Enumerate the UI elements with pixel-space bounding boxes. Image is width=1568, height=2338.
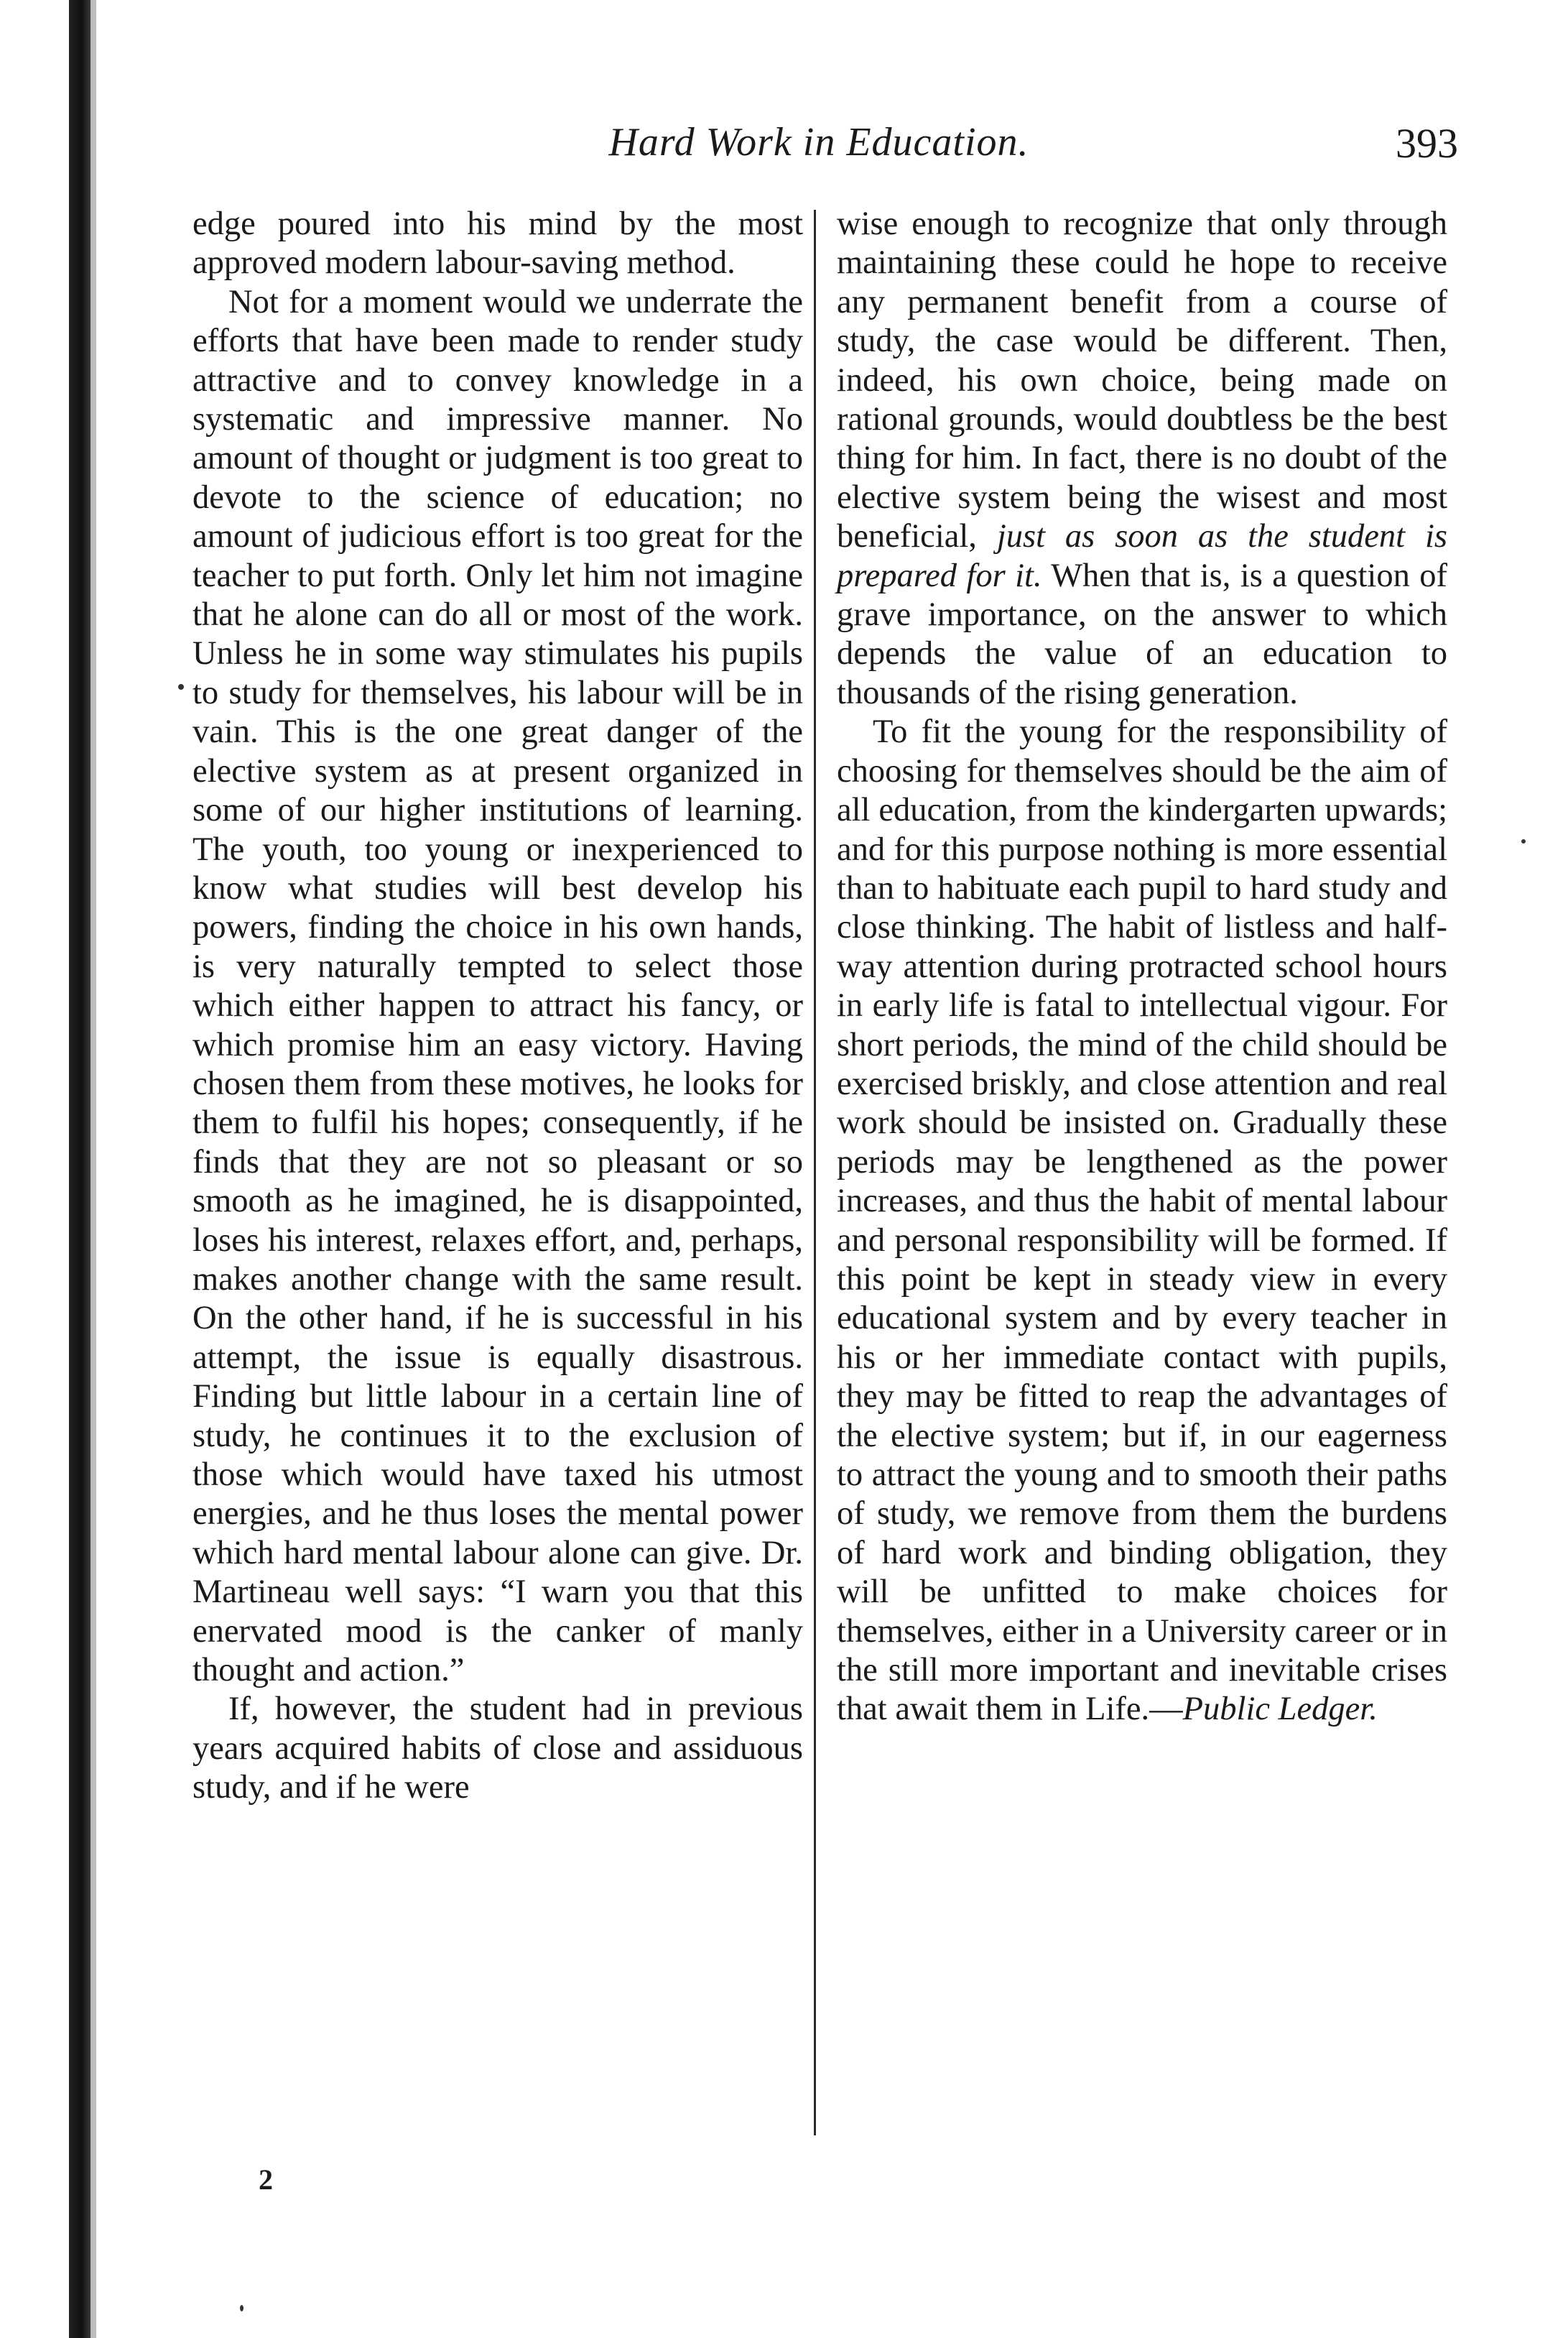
right-paragraph-2-text: To fit the young for the responsibility of choosing for themselves should be the aim of all education, from the kindergarten upwards; and for this purpose nothing is more essential than to habituate each pupil to hard study and close thinking. The habit of listless and half-way attention during protracted school hours in early life is fatal to intellectual vigour. For short periods, the mind of the child should be exercised briskly, and close attention and real work should be insisted on. Gradually these periods may be lengthened as the power increases, and thus the habit of mental labour and personal responsibility will be formed. If this point be kept in steady view in every educational system and by every teacher in his or her immediate contact with pupils, they may be fitted to reap the advantages of the elective system; but if, in our eagerness to attract the young and to smooth their paths of study, we remove from them the burdens of hard work and binding obligation, they will be unfitted to make choices for themselves, either in a University career or in the still more important and inevitable crises that await them in Life.— xyxy=(837,713,1447,1728)
running-title: Hard Work in Education. xyxy=(608,120,1029,165)
book-spine-shadow xyxy=(69,0,91,2338)
page-number: 393 xyxy=(1396,120,1458,167)
left-paragraph-3: If, however, the student had in previous years acquired habits of close and assiduous study, and if he were xyxy=(192,1691,803,1806)
left-column xyxy=(192,205,803,1808)
print-speck xyxy=(178,684,184,690)
source-attribution: Public Ledger. xyxy=(1182,1691,1378,1728)
column-divider xyxy=(814,210,816,2135)
right-paragraph-1-text-b: When that is, is a question of grave importance, on the answer to which depends the value of an education to thousands of the rising generation. xyxy=(837,557,1447,711)
left-paragraph-2: Not for a moment would we underrate the efforts that have been made to render study attractive and to convey knowledge in a systematic and impressive manner. No amount of thought or judgment is too great to devote to the science of education; no amount of judicious effort is too great for the teacher to put forth. Only let him not imagine that he alone can do all or most of the work. Unless he in some way stimulates his pupils to study for themselves, his labour will be in vain. This is the one great danger of the elective system as at present organized in some of our higher institutions of learning. The youth, too young or inexperienced to know what studies will best develop his powers, finding the choice in his own hands, is very naturally tempted to select those which either happen to attract his fancy, or which promise him an easy victory. Having chosen them from these motives, he looks for them to fulfil his hopes; consequently, if he finds that they are not so pleasant or so smooth as he imagined, he is disappointed, loses his interest, relaxes effort, and, perhaps, makes another change with the same result. On the other hand, if he is successful in his attempt, the issue is equally disastrous. Finding but little labour in a certain line of study, he continues it to the exclusion of those which would have taxed his utmost energies, and he thus loses the mental power which hard mental labour alone can give. Dr. Martineau well says: “I warn you that this enervated mood is the canker of manly thought and action.” xyxy=(192,283,803,1689)
signature-mark: 2 xyxy=(259,2163,273,2196)
emphasis-phrase: just as soon as the student is prepared for it. xyxy=(837,518,1448,594)
right-paragraph-2 xyxy=(837,713,1447,1729)
print-speck xyxy=(1521,839,1526,844)
page-header xyxy=(180,115,1458,172)
right-paragraph-1-text-a: wise enough to recognize that only through maintaining these could he hope to receive any permanent benefit from a course of study, the case would be different. Then, indeed, his own choice, being made on rational grounds, would doubtless be the best thing for him. In fact, there is no doubt of the elective system being the wisest and most beneficial, xyxy=(837,205,1447,555)
right-column xyxy=(837,205,1447,1729)
right-paragraph-1 xyxy=(837,205,1447,713)
book-gutter xyxy=(91,0,96,2338)
left-paragraph-1: edge poured into his mind by the most approved modern labour-saving method. xyxy=(192,205,803,282)
print-speck xyxy=(240,2305,243,2311)
